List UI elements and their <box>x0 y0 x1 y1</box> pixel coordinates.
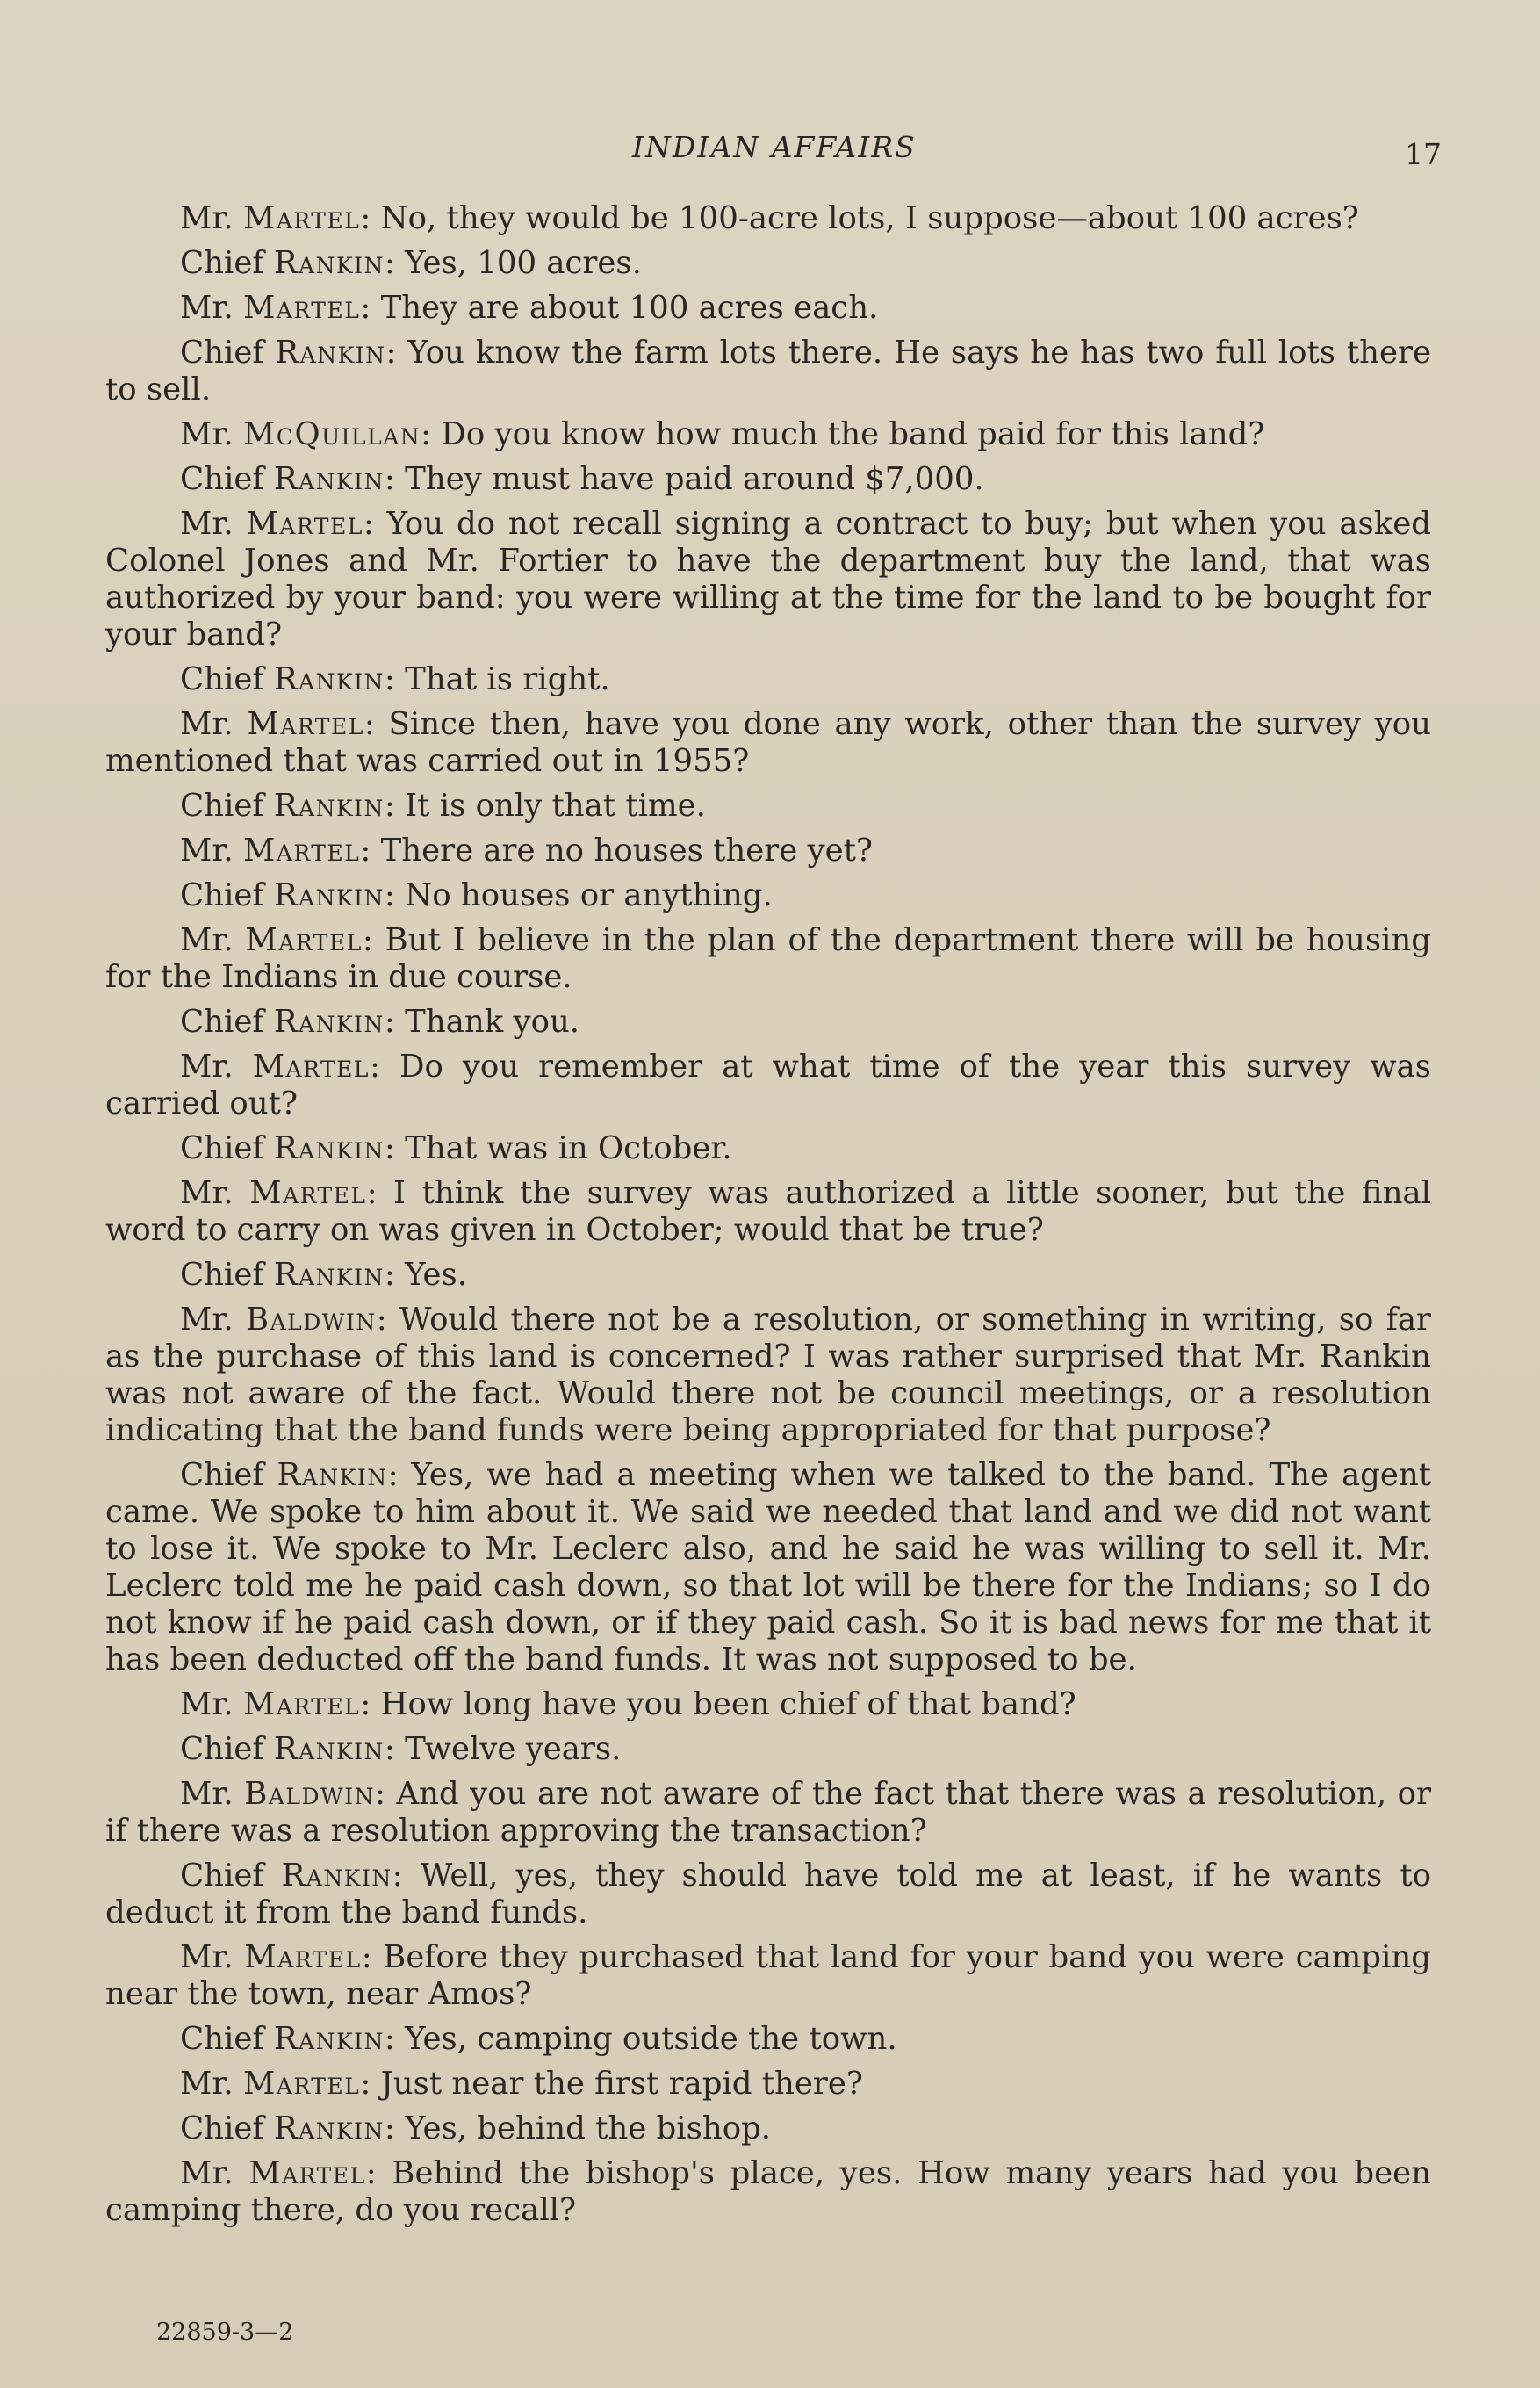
printer-code: 22859-3—2 <box>156 2319 294 2346</box>
speaker-name: Baldwin <box>244 1776 375 1812</box>
speaker-name: Martel <box>249 1175 367 1211</box>
transcript-paragraph: Mr. Martel: They are about 100 acres each. <box>180 290 879 326</box>
speaker-name: Rankin <box>281 1858 392 1894</box>
speaker-name: Martel <box>252 1049 371 1085</box>
speaker-name: Rankin <box>273 661 385 697</box>
transcript-paragraph: Mr. Martel: But I believe in the plan of the department there will be housing for the Indians in due course. <box>105 922 1431 995</box>
speaker-name: Martel <box>243 200 361 236</box>
transcript-paragraph: Mr. Martel: Before they purchased that land for your band you were camping near the town, near Amos? <box>105 1939 1431 2012</box>
transcript-paragraph: Mr. Martel: Behind the bishop's place, yes. How many years had you been camping there, do you recall? <box>105 2155 1431 2228</box>
transcript-paragraph: Chief Rankin: It is only that time. <box>180 788 706 824</box>
transcript-paragraph: Mr. Martel: How long have you been chief of that band? <box>180 1686 1076 1722</box>
speaker-name: Rankin <box>273 245 385 281</box>
speaker-name: Martel <box>243 1686 361 1722</box>
speaker-name: Martel <box>243 2066 361 2102</box>
transcript-paragraph: Mr. Baldwin: And you are not aware of the fact that there was a resolution, or if there was a resolution approving the transaction? <box>105 1776 1431 1849</box>
transcript-body <box>105 200 1431 2237</box>
transcript-paragraph: Mr. Martel: I think the survey was authorized a little sooner, but the final word to carry on was given in October; would that be true? <box>105 1175 1431 1248</box>
page-header <box>0 130 1540 183</box>
transcript-paragraph: Mr. McQuillan: Do you know how much the band paid for this land? <box>180 416 1265 452</box>
transcript-paragraph: Mr. Martel: Do you remember at what time of the year this survey was carried out? <box>105 1049 1431 1122</box>
transcript-paragraph: Chief Rankin: No houses or anything. <box>180 877 773 913</box>
speaker-name: Martel <box>248 2155 366 2191</box>
transcript-paragraph: Chief Rankin: Well, yes, they should have told me at least, if he wants to deduct it from the band funds. <box>105 1858 1431 1930</box>
page-number: 17 <box>1405 137 1442 171</box>
speaker-name: Rankin <box>277 1457 388 1493</box>
speaker-name: Rankin <box>273 1731 385 1767</box>
speaker-name: Martel <box>243 290 361 326</box>
speaker-name: Rankin <box>273 2021 385 2057</box>
transcript-paragraph: Chief Rankin: That is right. <box>180 661 610 697</box>
transcript-paragraph: Chief Rankin: That was in October. <box>180 1130 732 1166</box>
speaker-name: Baldwin <box>246 1302 377 1338</box>
speaker-name: Martel <box>246 506 363 542</box>
speaker-name: Martel <box>245 922 363 958</box>
speaker-name: Rankin <box>273 877 385 913</box>
transcript-paragraph: Mr. Martel: No, they would be 100-acre lots, I suppose—about 100 acres? <box>180 200 1359 236</box>
transcript-paragraph: Chief Rankin: Yes, camping outside the town. <box>180 2021 897 2057</box>
transcript-paragraph: Mr. Baldwin: Would there not be a resolution, or something in writing, so far as the purchase of this land is concerned? I was rather surprised that Mr. Rankin was not aware of the fact. Would there not be council meetings, or a resolution indicating that the band funds were being appropriated for that purpose? <box>105 1302 1431 1448</box>
transcript-paragraph: Mr. Martel: Since then, have you done any work, other than the survey you mentioned that was carried out in 1955? <box>105 706 1431 779</box>
speaker-name: Martel <box>247 706 364 742</box>
transcript-paragraph: Chief Rankin: Twelve years. <box>180 1731 622 1767</box>
transcript-paragraph: Chief Rankin: Yes, behind the bishop. <box>180 2110 772 2146</box>
transcript-paragraph: Chief Rankin: Yes, 100 acres. <box>180 245 642 281</box>
transcript-paragraph: Mr. Martel: There are no houses there yet? <box>180 833 873 869</box>
speaker-name: Rankin <box>273 461 385 497</box>
running-head: INDIAN AFFAIRS <box>632 130 917 164</box>
speaker-name: Martel <box>243 833 361 869</box>
speaker-name: Rankin <box>273 1257 385 1293</box>
transcript-paragraph: Mr. Martel: Just near the first rapid there? <box>180 2066 863 2102</box>
speaker-name: Martel <box>244 1939 362 1975</box>
transcript-paragraph: Mr. Martel: You do not recall signing a contract to buy; but when you asked Colonel Jones and Mr. Fortier to have the department buy the land, that was authorized by your band: you were willing at the time for the land to be bought for your band? <box>105 506 1431 653</box>
speaker-name: McQuillan <box>243 416 421 452</box>
speaker-name: Rankin <box>273 1130 385 1166</box>
transcript-paragraph: Chief Rankin: Thank you. <box>180 1004 580 1040</box>
speaker-name: Rankin <box>275 335 386 371</box>
speaker-name: Rankin <box>273 788 385 824</box>
transcript-paragraph: Chief Rankin: You know the farm lots there. He says he has two full lots there to sell. <box>105 335 1432 408</box>
transcript-paragraph: Chief Rankin: They must have paid around $7,000. <box>180 461 984 497</box>
speaker-name: Rankin <box>273 1004 385 1040</box>
transcript-paragraph: Chief Rankin: Yes, we had a meeting when we talked to the band. The agent came. We spoke to him about it. We said we needed that land and we did not want to lose it. We spoke to Mr. Leclerc also, and he said he was willing to sell it. Mr. Leclerc told me he paid cash down, so that lot will be there for the Indians; so I do not know if he paid cash down, or if they paid cash. So it is bad news for me that it has been deducted off the band funds. It was not supposed to be. <box>105 1457 1432 1677</box>
speaker-name: Rankin <box>273 2110 385 2146</box>
transcript-paragraph: Chief Rankin: Yes. <box>180 1257 468 1293</box>
